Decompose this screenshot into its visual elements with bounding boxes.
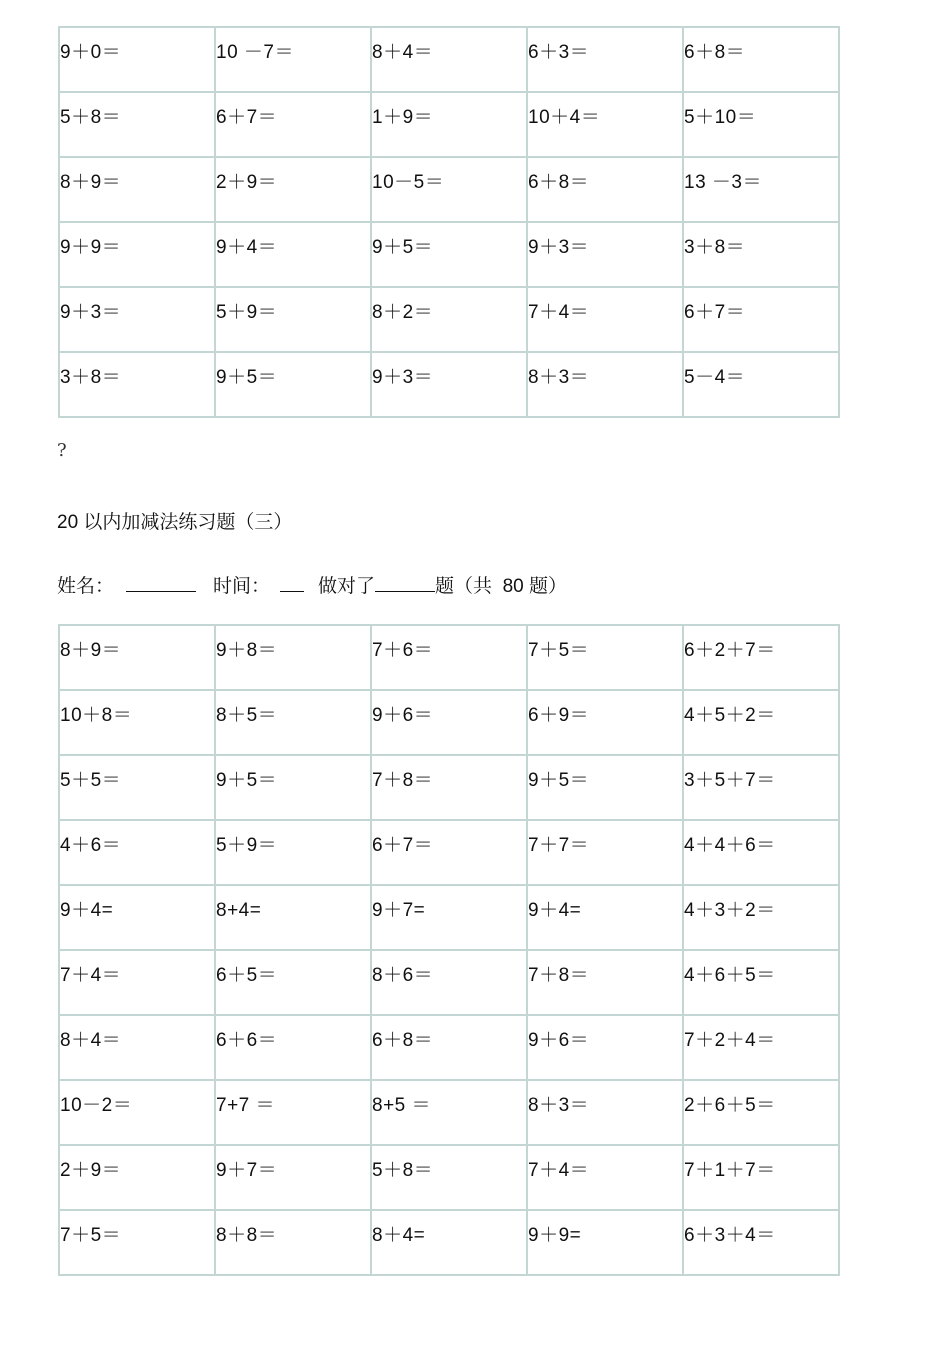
problem-text: 7＋8＝ — [372, 770, 434, 791]
problem-cell[interactable] — [59, 690, 215, 755]
problem-text: 1＋9＝ — [372, 107, 434, 128]
problem-cell[interactable] — [683, 27, 839, 92]
problem-cell[interactable] — [59, 352, 215, 417]
problem-text: 6＋8＝ — [372, 1030, 434, 1051]
problem-cell[interactable] — [215, 1080, 371, 1145]
problem-text: 9＋8＝ — [216, 640, 278, 661]
problem-cell[interactable] — [527, 690, 683, 755]
problem-text: 10 －7＝ — [216, 42, 294, 63]
problem-text: 5＋8＝ — [60, 107, 122, 128]
problem-cell[interactable] — [59, 755, 215, 820]
problem-text: 7＋7＝ — [528, 835, 590, 856]
problem-text: 13 －3＝ — [684, 172, 762, 193]
problem-text: 9＋4= — [528, 900, 582, 921]
problem-cell[interactable] — [215, 1015, 371, 1080]
problem-text: 10＋8＝ — [60, 705, 133, 726]
problem-cell[interactable] — [371, 755, 527, 820]
problem-text: 10＋4＝ — [528, 107, 601, 128]
problem-text: 7＋6＝ — [372, 640, 434, 661]
problem-cell[interactable] — [527, 27, 683, 92]
problem-text: 6＋7＝ — [216, 107, 278, 128]
problem-text: 8＋6＝ — [372, 965, 434, 986]
problem-text: 4＋4＋6＝ — [684, 835, 776, 856]
problem-text: 2＋9＝ — [60, 1160, 122, 1181]
problem-text: 6＋5＝ — [216, 965, 278, 986]
problem-text: 4＋6＋5＝ — [684, 965, 776, 986]
problem-text: 7＋5＝ — [60, 1225, 122, 1246]
problem-cell[interactable] — [683, 755, 839, 820]
problem-cell[interactable] — [215, 157, 371, 222]
problem-text: 3＋5＋7＝ — [684, 770, 776, 791]
problem-cell[interactable] — [215, 950, 371, 1015]
problem-cell[interactable] — [371, 27, 527, 92]
problem-row — [59, 885, 839, 950]
problem-cell[interactable] — [59, 625, 215, 690]
problem-text: 8+5 ＝ — [372, 1095, 432, 1116]
problem-cell[interactable] — [59, 820, 215, 885]
problem-text: 9＋4＝ — [216, 237, 278, 258]
name-blank[interactable] — [126, 574, 196, 592]
problem-text: 5＋10＝ — [684, 107, 757, 128]
problem-cell[interactable] — [371, 222, 527, 287]
problem-text: 9＋0＝ — [60, 42, 122, 63]
problem-text: 9＋5＝ — [528, 770, 590, 791]
bottom-problem-table-body — [59, 625, 839, 1275]
problem-cell[interactable] — [59, 1015, 215, 1080]
problem-cell[interactable] — [683, 1080, 839, 1145]
problem-text: 9＋5＝ — [372, 237, 434, 258]
problem-cell[interactable] — [215, 352, 371, 417]
problem-cell[interactable] — [371, 1210, 527, 1275]
problem-cell[interactable] — [527, 352, 683, 417]
problem-text: 6＋8＝ — [528, 172, 590, 193]
problem-cell[interactable] — [371, 92, 527, 157]
problem-row — [59, 1015, 839, 1080]
problem-cell[interactable] — [683, 157, 839, 222]
problem-cell[interactable] — [683, 820, 839, 885]
problem-text: 8＋5＝ — [216, 705, 278, 726]
problem-cell[interactable] — [683, 222, 839, 287]
problem-text: 4＋3＋2＝ — [684, 900, 776, 921]
problem-text: 6＋7＝ — [372, 835, 434, 856]
problem-text: 9＋7＝ — [216, 1160, 278, 1181]
problem-cell[interactable] — [371, 1145, 527, 1210]
problem-row — [59, 1080, 839, 1145]
problem-cell[interactable] — [683, 287, 839, 352]
problem-text: 8＋9＝ — [60, 172, 122, 193]
problem-text: 6＋6＝ — [216, 1030, 278, 1051]
problem-cell[interactable] — [59, 1145, 215, 1210]
problem-text: 9＋9= — [528, 1225, 582, 1246]
problem-cell[interactable] — [59, 1210, 215, 1275]
problem-cell[interactable] — [215, 755, 371, 820]
problem-row — [59, 92, 839, 157]
problem-text: 8＋9＝ — [60, 640, 122, 661]
time-label: 时间： — [213, 576, 271, 597]
name-label: 姓名： — [57, 576, 115, 597]
problem-cell[interactable] — [371, 690, 527, 755]
problem-text: 6＋7＝ — [684, 302, 746, 323]
problem-text: 7＋1＋7＝ — [684, 1160, 776, 1181]
problem-text: 6＋9＝ — [528, 705, 590, 726]
problem-cell[interactable] — [215, 287, 371, 352]
problem-cell[interactable] — [683, 1015, 839, 1080]
problem-cell[interactable] — [215, 1145, 371, 1210]
correct-count-blank[interactable] — [375, 574, 435, 592]
problem-cell[interactable] — [371, 885, 527, 950]
problem-text: 3＋8＝ — [684, 237, 746, 258]
problem-text: 5＋9＝ — [216, 835, 278, 856]
problem-cell[interactable] — [683, 690, 839, 755]
problem-cell[interactable] — [215, 222, 371, 287]
correct-count-label: 做对了 — [318, 576, 376, 597]
problem-cell[interactable] — [59, 950, 215, 1015]
problem-row — [59, 690, 839, 755]
problem-text: 8＋4＝ — [60, 1030, 122, 1051]
problem-row — [59, 27, 839, 92]
problem-text: 8＋4＝ — [372, 42, 434, 63]
problem-cell[interactable] — [59, 885, 215, 950]
problem-text: 8＋4= — [372, 1225, 426, 1246]
problem-cell[interactable] — [371, 625, 527, 690]
problem-cell[interactable] — [215, 885, 371, 950]
problem-cell[interactable] — [371, 820, 527, 885]
problem-row — [59, 625, 839, 690]
problem-cell[interactable] — [371, 1015, 527, 1080]
problem-cell[interactable] — [683, 352, 839, 417]
problem-text: 9＋3＝ — [528, 237, 590, 258]
problem-text: 7＋4＝ — [528, 1160, 590, 1181]
problem-cell[interactable] — [527, 287, 683, 352]
problem-text: 7+7 ＝ — [216, 1095, 276, 1116]
problem-text: 9＋7= — [372, 900, 426, 921]
time-blank[interactable] — [280, 574, 304, 592]
problem-cell[interactable] — [683, 625, 839, 690]
problem-text: 5－4＝ — [684, 367, 746, 388]
problem-cell[interactable] — [215, 92, 371, 157]
problem-cell[interactable] — [527, 1015, 683, 1080]
problem-text: 4＋6＝ — [60, 835, 122, 856]
problem-text: 8＋3＝ — [528, 1095, 590, 1116]
total-count-label: 题（共 80 题） — [435, 576, 568, 597]
problem-cell[interactable] — [527, 755, 683, 820]
problem-text: 3＋8＝ — [60, 367, 122, 388]
problem-text: 10－5＝ — [372, 172, 445, 193]
problem-row — [59, 1210, 839, 1275]
problem-cell[interactable] — [371, 157, 527, 222]
problem-text: 5＋9＝ — [216, 302, 278, 323]
problem-cell[interactable] — [527, 1145, 683, 1210]
bottom-problem-table — [58, 624, 840, 1276]
problem-text: 8＋8＝ — [216, 1225, 278, 1246]
problem-cell[interactable] — [527, 625, 683, 690]
problem-text: 8＋2＝ — [372, 302, 434, 323]
problem-text: 7＋4＝ — [60, 965, 122, 986]
top-problem-table — [58, 26, 840, 418]
problem-cell[interactable] — [371, 352, 527, 417]
problem-cell[interactable] — [371, 950, 527, 1015]
problem-text: 7＋4＝ — [528, 302, 590, 323]
problem-text: 4＋5＋2＝ — [684, 705, 776, 726]
problem-text: 5＋5＝ — [60, 770, 122, 791]
problem-cell[interactable] — [215, 690, 371, 755]
problem-text: 9＋9＝ — [60, 237, 122, 258]
problem-cell[interactable] — [215, 820, 371, 885]
problem-row — [59, 157, 839, 222]
problem-row — [59, 755, 839, 820]
problem-cell[interactable] — [527, 950, 683, 1015]
problem-text: 6＋2＋7＝ — [684, 640, 776, 661]
problem-row — [59, 352, 839, 417]
problem-cell[interactable] — [527, 157, 683, 222]
problem-row — [59, 1145, 839, 1210]
problem-text: 9＋5＝ — [216, 770, 278, 791]
problem-cell[interactable] — [215, 27, 371, 92]
section-title: 20 以内加减法练习题（三） — [57, 512, 293, 533]
problem-cell[interactable] — [59, 157, 215, 222]
student-info-line — [57, 571, 567, 598]
problem-cell[interactable] — [527, 885, 683, 950]
problem-row — [59, 287, 839, 352]
top-problem-table-body — [59, 27, 839, 417]
problem-cell[interactable] — [527, 1080, 683, 1145]
problem-text: 7＋8＝ — [528, 965, 590, 986]
problem-text: 10－2＝ — [60, 1095, 133, 1116]
problem-cell[interactable] — [371, 1080, 527, 1145]
problem-cell[interactable] — [683, 885, 839, 950]
problem-text: 9＋3＝ — [60, 302, 122, 323]
problem-text: 9＋6＝ — [528, 1030, 590, 1051]
problem-row — [59, 222, 839, 287]
problem-cell[interactable] — [59, 287, 215, 352]
problem-cell[interactable] — [683, 92, 839, 157]
problem-text: 6＋3＋4＝ — [684, 1225, 776, 1246]
problem-cell[interactable] — [683, 950, 839, 1015]
problem-text: 5＋8＝ — [372, 1160, 434, 1181]
problem-row — [59, 950, 839, 1015]
problem-cell[interactable] — [59, 92, 215, 157]
problem-cell[interactable] — [215, 625, 371, 690]
stray-question-mark: ? — [57, 440, 67, 461]
problem-cell[interactable] — [59, 1080, 215, 1145]
problem-text: 9＋6＝ — [372, 705, 434, 726]
problem-cell[interactable] — [59, 222, 215, 287]
problem-text: 7＋2＋4＝ — [684, 1030, 776, 1051]
problem-text: 9＋4= — [60, 900, 114, 921]
problem-cell[interactable] — [527, 820, 683, 885]
problem-cell[interactable] — [215, 1210, 371, 1275]
problem-cell[interactable] — [527, 92, 683, 157]
problem-text: 2＋9＝ — [216, 172, 278, 193]
problem-row — [59, 820, 839, 885]
problem-text: 6＋3＝ — [528, 42, 590, 63]
problem-cell[interactable] — [683, 1145, 839, 1210]
problem-cell[interactable] — [527, 222, 683, 287]
problem-text: 7＋5＝ — [528, 640, 590, 661]
problem-cell[interactable] — [683, 1210, 839, 1275]
problem-text: 8+4= — [216, 900, 262, 921]
problem-text: 9＋5＝ — [216, 367, 278, 388]
problem-text: 8＋3＝ — [528, 367, 590, 388]
problem-cell[interactable] — [371, 287, 527, 352]
problem-text: 6＋8＝ — [684, 42, 746, 63]
problem-cell[interactable] — [59, 27, 215, 92]
problem-text: 9＋3＝ — [372, 367, 434, 388]
problem-cell[interactable] — [527, 1210, 683, 1275]
problem-text: 2＋6＋5＝ — [684, 1095, 776, 1116]
